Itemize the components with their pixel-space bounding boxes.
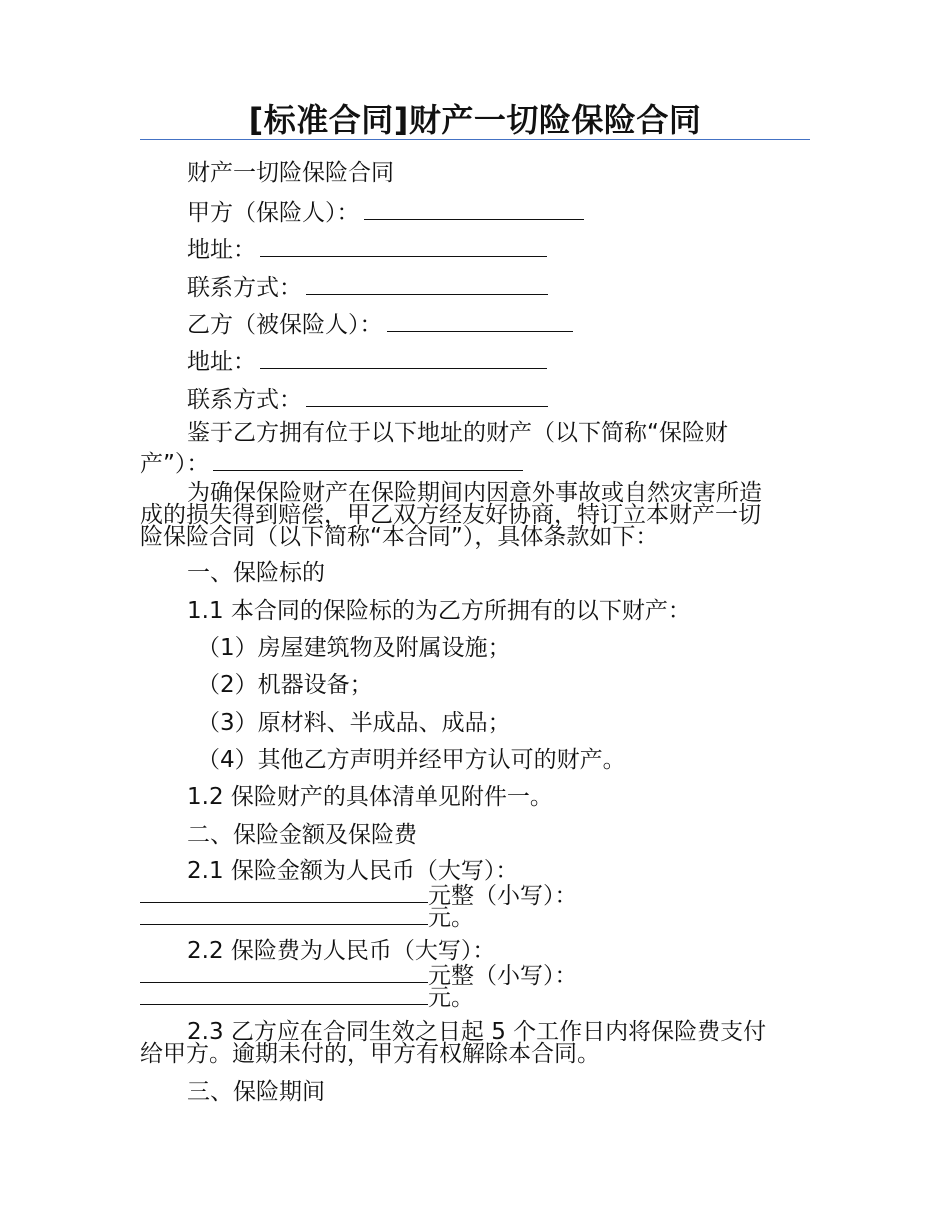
item-3: （3）原材料、半成品、成品；: [197, 710, 511, 736]
yuan-label-2: 元。: [428, 985, 474, 1011]
clause-1-2: 1.2 保险财产的具体清单见附件一。: [187, 784, 553, 810]
doc-name: 财产一切险保险合同: [187, 160, 394, 186]
clause-2-2: 2.2 保险费为人民币（大写）：: [187, 938, 496, 964]
recital-purpose-line1: 为确保保险财产在保险期间内因意外事故或自然灾害所造: [187, 480, 762, 506]
recital-purpose-line3: 险保险合同（以下简称“本合同”），具体条款如下：: [140, 524, 659, 550]
recital-property-line2: [140, 446, 523, 476]
party-a-label: 甲方（保险人）：: [187, 200, 360, 226]
party-b-blank[interactable]: [387, 307, 573, 332]
party-a-blank[interactable]: [364, 195, 584, 220]
clause-2-3-line1: 2.3 乙方应在合同生效之日起 5 个工作日内将保险费支付: [187, 1019, 767, 1045]
yuan-zheng-label: 元整（小写）：: [428, 883, 578, 909]
property-address-blank[interactable]: [213, 446, 523, 471]
contact-a-blank[interactable]: [306, 270, 548, 295]
contact-b-line: [187, 382, 548, 415]
insured-amount-words-blank[interactable]: [140, 882, 428, 903]
recital-property-label: 产”）：: [140, 451, 210, 477]
address-b-line: [187, 344, 547, 377]
clause-2-1: 2.1 保险金额为人民币（大写）：: [187, 858, 519, 884]
section3-heading: 三、保险期间: [187, 1079, 325, 1105]
yuan-label: 元。: [428, 905, 474, 931]
premium-words-blank[interactable]: [140, 962, 428, 983]
contact-b-label: 联系方式：: [187, 387, 302, 413]
contact-b-blank[interactable]: [306, 382, 548, 407]
item-1: （1）房屋建筑物及附属设施；: [197, 635, 511, 661]
address-b-blank[interactable]: [260, 344, 547, 369]
contact-a-label: 联系方式：: [187, 275, 302, 301]
address-a-blank[interactable]: [260, 232, 547, 257]
yuan-zheng-label-2: 元整（小写）：: [428, 963, 578, 989]
contact-a-line: [187, 270, 548, 303]
clause-1-1: 1.1 本合同的保险标的为乙方所拥有的以下财产：: [187, 598, 691, 624]
section1-heading: 一、保险标的: [187, 560, 325, 586]
clause-2-3-line2: 给甲方。逾期未付的，甲方有权解除本合同。: [140, 1041, 600, 1067]
party-a-line: [187, 195, 584, 228]
recital-property-line1: 鉴于乙方拥有位于以下地址的财产（以下简称“保险财: [187, 420, 728, 446]
insured-amount-figure-blank[interactable]: [140, 904, 428, 925]
address-b-label: 地址：: [187, 349, 256, 375]
item-2: （2）机器设备；: [197, 672, 373, 698]
party-b-line: [187, 307, 573, 340]
section2-heading: 二、保险金额及保险费: [187, 822, 417, 848]
address-a-label: 地址：: [187, 237, 256, 263]
item-4: （4）其他乙方声明并经甲方认可的财产。: [197, 747, 626, 773]
address-a-line: [187, 232, 547, 265]
premium-figure-blank[interactable]: [140, 984, 428, 1005]
document-title: [标准合同]财产一切险保险合同: [248, 101, 702, 139]
party-b-label: 乙方（被保险人）：: [187, 312, 383, 338]
recital-purpose-line2: 成的损失得到赔偿，甲乙双方经友好协商，特订立本财产一切: [140, 502, 761, 528]
clause-2-2-figure-line: [140, 984, 474, 1010]
clause-2-1-figure-line: [140, 904, 474, 930]
title-underline: [140, 139, 810, 140]
